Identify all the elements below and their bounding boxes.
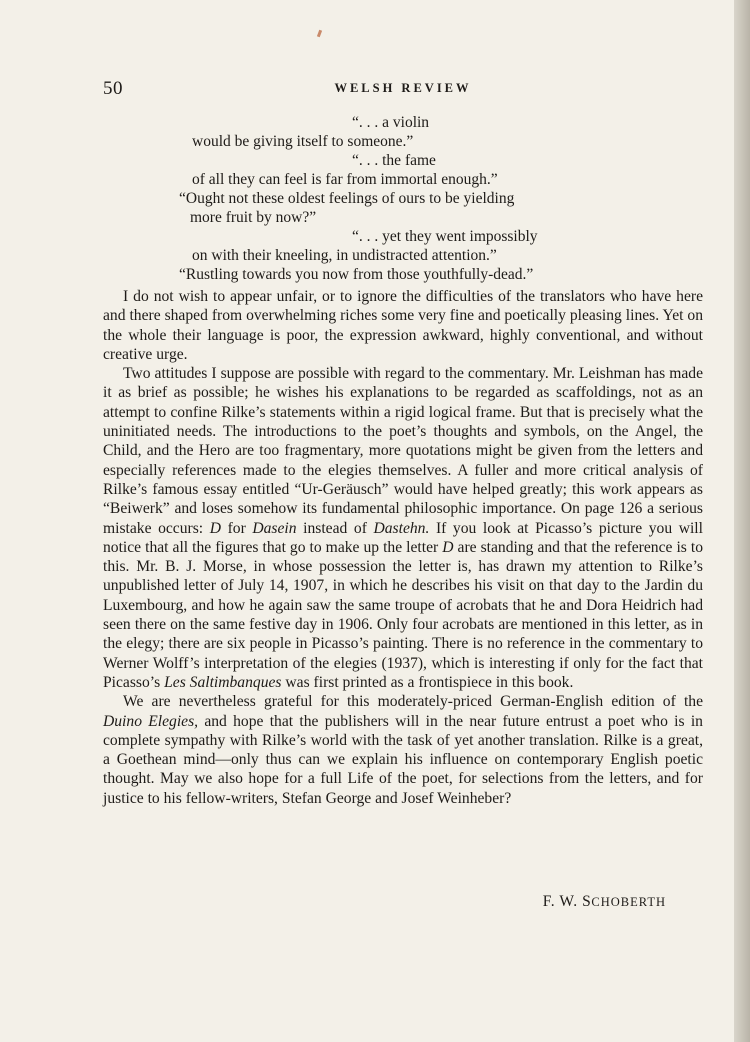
- verse-line: of all they can feel is far from immortal enough.”: [192, 171, 498, 188]
- text-run: and hope that the publishers will in the near future entrust a poet who is in complete sympathy with Rilke’s world with the task of yet another translation. Rilke is a great, a Goethean mind—only thus can we explain his influence on contemporary English poetic thought. May we also hope for a full Life of the poet, for selections from the letters, and for justice to his fellow-writers, Stefan George and Josef Weinheber?: [103, 712, 703, 807]
- running-title: WELSH REVIEW: [334, 81, 472, 95]
- verse-line: more fruit by now?”: [190, 209, 317, 226]
- signature-surname: CHOBERTH: [591, 895, 666, 909]
- italic-title: Duino Elegies,: [103, 712, 199, 730]
- ink-mark: [317, 30, 322, 38]
- text-run: for: [227, 519, 246, 537]
- verse-line: “Ought not these oldest feelings of ours to be yielding: [179, 190, 515, 207]
- text-run: If you look at Picasso’s picture you will notice that all the figures that go to make up the letter: [103, 519, 703, 556]
- paragraph-3: [103, 692, 703, 808]
- italic-term: Dastehn.: [373, 519, 430, 537]
- verse-line: on with their kneeling, in undistracted attention.”: [192, 247, 497, 264]
- page-edge: [734, 0, 750, 1042]
- verse-line: “. . . the fame: [352, 152, 436, 169]
- paragraph-1: I do not wish to appear unfair, or to ignore the difficulties of the translators who have here and there shaped from overwhelming riches some very fine and poetically pleasing lines. Yet on the whole their language is poor, the expression awkward, highly conventional, and without creative urge.: [103, 288, 703, 363]
- italic-term: Dasein: [252, 519, 297, 537]
- page-header: [103, 78, 703, 100]
- verse-line: “. . . yet they went impossibly: [352, 228, 538, 245]
- review-body: [103, 287, 703, 808]
- italic-title: Les Saltimbanques: [164, 673, 282, 691]
- signature-initials: F. W. S: [542, 893, 592, 910]
- author-signature: [543, 893, 666, 911]
- text-run: was first printed as a frontispiece in this book.: [285, 673, 574, 691]
- italic-letter: D: [442, 538, 454, 556]
- page-number: 50: [103, 78, 123, 99]
- text-run: are standing and that the reference is to this. Mr. B. J. Morse, in whose possession the letter is, has drawn my attention to Rilke’s unpublished letter of July 14, 1907, in which he describes his visit on that day to the Jardin du Luxembourg, and how he again saw the same troupe of acrobats that he and Dora Heidrich had seen there on the same festive day in 1906. Only four acrobats are mentioned in this letter, as in the elegy; there are six people in Picasso’s painting. There is no reference in the commentary to Werner Wolff’s interpretation of the elegies (1937), which is interesting if only for the fact that Picasso’s: [103, 538, 704, 691]
- paragraph-2: [103, 364, 703, 692]
- text-run: Two attitudes I suppose are possible with regard to the commentary. Mr. Leishman has made it as brief as possible; he wishes his explanations to be regarded as scaffoldings, not as an attempt to confine Rilke’s statements within a rigid logical frame. But that is precisely what the uninitiated needs. The introductions to the poet’s thoughts and symbols, on the Angel, the Child, and the Hero are too fragmentary, more quotations might be given from the letters and especially references made to the elegies themselves. A fuller and more critical analysis of Rilke’s famous essay entitled “Ur-Geräusch” would have helped greatly; this work appears as “Beiwerk” and loses somehow its fundamental philosophic importance. On page 126 a serious mistake occurs:: [103, 365, 703, 537]
- italic-letter: D: [209, 519, 221, 537]
- text-run: instead of: [303, 519, 367, 537]
- verse-line: would be giving itself to someone.”: [192, 133, 414, 150]
- verse-line: “. . . a violin: [352, 114, 430, 131]
- text-run: We are nevertheless grateful for this moderately-priced German-English edition of the: [123, 693, 703, 711]
- verse-line: “Rustling towards you now from those youthfully-dead.”: [179, 266, 534, 283]
